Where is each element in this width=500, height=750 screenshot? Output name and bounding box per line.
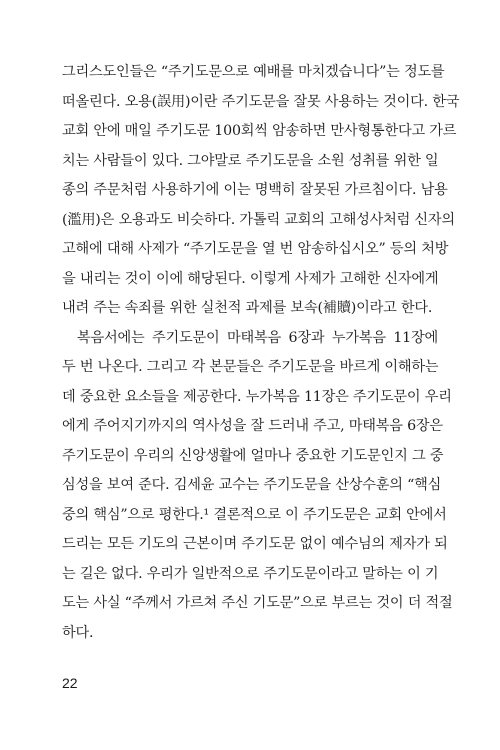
text-line: 도는 사실 “주께서 가르쳐 주신 기도문”으로 부르는 것이 더 적절	[62, 595, 453, 611]
text-line: 심성을 보여 준다. 김세윤 교수는 주기도문을 산상수훈의 “핵심	[62, 477, 442, 493]
text-line: 복음서에는 주기도문이 마태복음 6장과 누가복음 11장에	[77, 329, 438, 346]
paragraph	[62, 58, 460, 324]
text-line: 하다.	[62, 624, 94, 641]
text-line: 그리스도인들은 “주기도문으로 예배를 마치겠습니다”는 정도를	[62, 64, 445, 80]
text-line: 에게 주어지기까지의 역사성을 잘 드러내 주고, 마태복음 6장은	[62, 418, 443, 434]
paragraph	[62, 324, 453, 649]
text-line: 떠올린다. 오용(誤用)이란 주기도문을 잘못 사용하는 것이다. 한국	[62, 93, 460, 110]
text-line: 내려 주는 속죄를 위한 실천적 과제를 보속(補贖)이라고 한다.	[62, 300, 433, 316]
text-line: 을 내리는 것이 이에 해당된다. 이렇게 사제가 고해한 신자에게	[62, 270, 439, 287]
text-line: 고해에 대해 사제가 “주기도문을 열 번 암송하십시오” 등의 처방	[62, 241, 449, 257]
text-line: 중의 핵심”으로 평한다.¹ 결론적으로 이 주기도문은 교회 안에서	[62, 506, 447, 523]
text-line: 주기도문이 우리의 신앙생활에 얼마나 중요한 기도문인지 그 중	[62, 447, 444, 464]
text-line: 드리는 모든 기도의 근본이며 주기도문 없이 예수님의 제자가 되	[62, 536, 448, 552]
text-line: 데 중요한 요소들을 제공한다. 누가복음 11장은 주기도문이 우리	[62, 388, 452, 405]
page-number: 22	[62, 675, 78, 691]
text-line: 교회 안에 매일 주기도문 100회씩 암송하면 만사형통한다고 가르	[62, 123, 457, 139]
text-line: (濫用)은 오용과도 비슷하다. 가톨릭 교회의 고해성사처럼 신자의	[62, 211, 455, 228]
text-line: 는 길은 없다. 우리가 일반적으로 주기도문이라고 말하는 이 기	[62, 565, 439, 582]
text-line: 두 번 나온다. 그리고 각 본문들은 주기도문을 바르게 이해하는	[62, 359, 439, 375]
page-body	[62, 58, 460, 648]
text-line: 치는 사람들이 있다. 그야말로 주기도문을 소원 성취를 위한 일	[62, 152, 439, 169]
text-line: 종의 주문처럼 사용하기에 이는 명백히 잘못된 가르침이다. 남용	[62, 182, 448, 198]
